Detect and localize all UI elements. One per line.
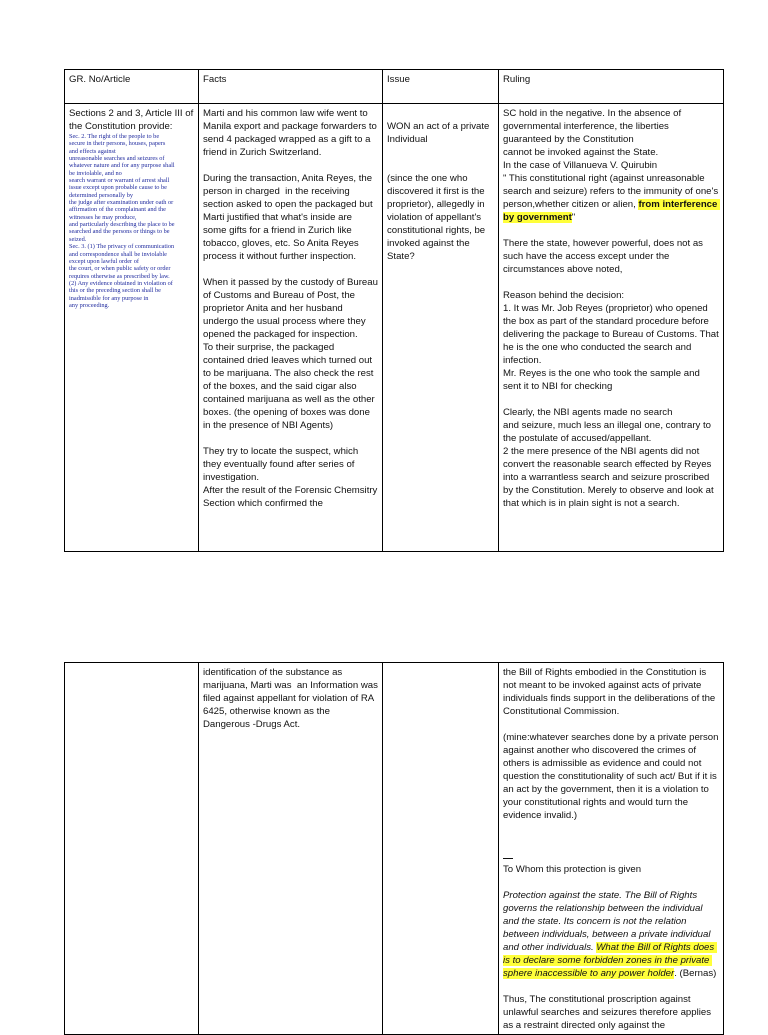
- ruling-cell: [499, 104, 724, 552]
- constitution-line: Sec. 3. (1) The privacy of communication: [69, 243, 175, 251]
- header-facts: [199, 70, 383, 104]
- ruling-paragraph-1: [503, 107, 719, 224]
- facts-continued: identification of the substance as marijuana, Marti was an Information was filed against appellant for violation of RA 6425, otherwise known as the Dangerous -Drugs Act.: [203, 667, 381, 730]
- constitution-line: issue except upon probable cause to be: [69, 184, 167, 192]
- citation: . (Bernas): [674, 968, 717, 979]
- constitution-line: (2) Any evidence obtained in violation of: [69, 279, 173, 287]
- facts-paragraph-2: During the transaction, Anita Reyes, the person in charged in the receiving section asked to open the packaged but Marti justified that what's inside are some gifts for a friend in Zurich like tobacco, gloves, etc. So Anita Reyes process it without further inspection.: [203, 173, 376, 262]
- constitution-line: inadmissible for any purpose in: [69, 294, 149, 302]
- ruling-paragraph-2: There the state, however powerful, does not as such have the access except under the circumstances above noted,: [503, 238, 706, 275]
- table-header-row: [65, 70, 724, 104]
- ruling-paragraph-1-text: SC hold in the negative. In the absence of governmental interference, the liberties guaranteed by the Constitution cannot be invoked against the State. In the case of Villanueva V. Quirubin " This constitutional right (against unreasonable search and seizure) refers to the immunity of one's person,whether citizen or alien,: [503, 108, 719, 210]
- header-issue: [383, 70, 499, 104]
- quote-end: ": [571, 212, 576, 223]
- constitution-line: affirmation of the complainant and the: [69, 206, 166, 214]
- article-cell: [65, 104, 199, 552]
- article-cell-empty: [65, 663, 199, 1035]
- constitution-line: this or the preceding section shall be: [69, 287, 161, 295]
- issue-cell: [383, 104, 499, 552]
- constitution-line: requires otherwise as prescribed by law.: [69, 272, 170, 280]
- highlighted-text: from interference by government: [503, 199, 721, 223]
- ruling-continued-1: the Bill of Rights embodied in the Constitution is not meant to be invoked against acts of private individuals finds support in the deliberations of the Constitutional Commission.: [503, 667, 718, 717]
- constitution-line: the judge after examination under oath or: [69, 199, 174, 207]
- header-gr-no-text: GR. No/Article: [69, 74, 131, 85]
- case-digest-table: [64, 69, 724, 552]
- facts-cell: [199, 104, 383, 552]
- header-ruling-text: Ruling: [503, 74, 531, 85]
- issue-paragraph-2: (since the one who discovered it first is the proprietor), allegedly in violation of appellant's constitutional rights, be invoked against the State?: [387, 173, 488, 262]
- highlighted-text: What the Bill of Rights does is to declare some forbidden zones in the private sphere inaccessible to any power holder: [503, 942, 717, 979]
- ruling-paragraph-4: Clearly, the NBI agents made no search and seizure, much less an illegal one, contrary to the postulate of accused/appellant. 2 the mere presence of the NBI agents did not convert the reasonable search effected by Reyes into a warrantless search and seizure proscribed by the Constitution. Merely to observe and look at that which is in plain sight is not a search.: [503, 407, 714, 509]
- constitution-line: search warrant or warrant of arrest shall: [69, 177, 170, 185]
- header-issue-text: Issue: [387, 74, 410, 85]
- facts-paragraph-3: When it passed by the custody of Bureau of Customs and Bureau of Post, the proprietor Anita and her husband undergo the usual process where they opened the packaged for inspection. To their surprise, the packaged contained dried leaves which turned out to be marijuana. The also check the rest of the boxes, and the said cigar also contained marijuana as well as the other boxes. (the opening of boxes was done in the presence of NBI Agents): [203, 277, 378, 431]
- ruling-continued-2: (mine:whatever searches done by a private person against another who discovered the crimes of others is admissible as evidence and could not question the constitutionality of such act/ But if it is an act by the government, then it is a violation to your constitutional rights and would turn the evidence invalid.): [503, 732, 722, 821]
- constitution-line: Sec. 2. The right of the people to be: [69, 133, 160, 140]
- case-digest-table-continued: [64, 662, 724, 1035]
- constitution-line: except upon lawful order of: [69, 257, 139, 265]
- constitution-line: and correspondence shall be inviolable: [69, 250, 167, 258]
- header-gr-no: [65, 70, 199, 104]
- issue-paragraph-1: WON an act of a private Individual: [387, 121, 493, 145]
- table-row: [65, 663, 724, 1035]
- ruling-quote-text: Protection against the state. The Bill of Rights governs the relationship between the individual and the state. Its concern is not the relation between individuals, between a private individual and other individuals.: [503, 890, 714, 953]
- constitution-line: determined personally by: [69, 191, 133, 199]
- ruling-paragraph-3: Reason behind the decision: 1. It was Mr. Job Reyes (proprietor) who opened the box as part of the standard procedure before delivering the package to Bureau of Customs. That he is the one who conducted the search and infection. Mr. Reyes is the one who took the sample and sent it to NBI for checking: [503, 290, 719, 392]
- facts-paragraph-4: They try to locate the suspect, which they eventually found after series of investigation. After the result of the Forensic Chemsitry Section which confirmed the: [203, 446, 378, 509]
- facts-paragraph-1: Marti and his common law wife went to Manila export and package forwarders to send 4 packaged wrapped as a gift to a friend in Zurich Switzerland.: [203, 108, 380, 158]
- constitution-line: the court, or when public safety or order: [69, 265, 171, 273]
- constitution-line: witnesses he may produce,: [69, 213, 137, 221]
- ruling-subheading: To Whom this protection is given: [503, 864, 642, 875]
- header-ruling: [499, 70, 724, 104]
- table-row: [65, 104, 724, 552]
- constitution-line: seized.: [69, 235, 87, 243]
- constitution-excerpt: [69, 133, 194, 309]
- issue-cell-empty: [383, 663, 499, 1035]
- ruling-cell: [499, 663, 724, 1035]
- constitution-line: and effects against: [69, 147, 116, 155]
- constitution-line: be inviolable, and no: [69, 169, 122, 177]
- article-title: Sections 2 and 3, Article III of the Constitution provide:: [69, 108, 194, 132]
- constitution-line: and particularly describing the place to be: [69, 221, 175, 229]
- header-facts-text: Facts: [203, 74, 227, 85]
- ruling-continued-3: Thus, The constitutional proscription against unlawful searches and seizures therefore applies as a restraint directed only against the: [503, 994, 714, 1031]
- constitution-line: any proceeding.: [69, 301, 110, 309]
- constitution-line: unreasonable searches and seizures of: [69, 155, 165, 163]
- constitution-line: searched and the persons or things to be: [69, 228, 170, 236]
- constitution-line: secure in their persons, houses, papers: [69, 140, 166, 148]
- ruling-quote: [503, 889, 719, 980]
- separator-line: [503, 848, 719, 863]
- facts-cell: [199, 663, 383, 1035]
- constitution-line: whatever nature and for any purpose shall: [69, 162, 175, 170]
